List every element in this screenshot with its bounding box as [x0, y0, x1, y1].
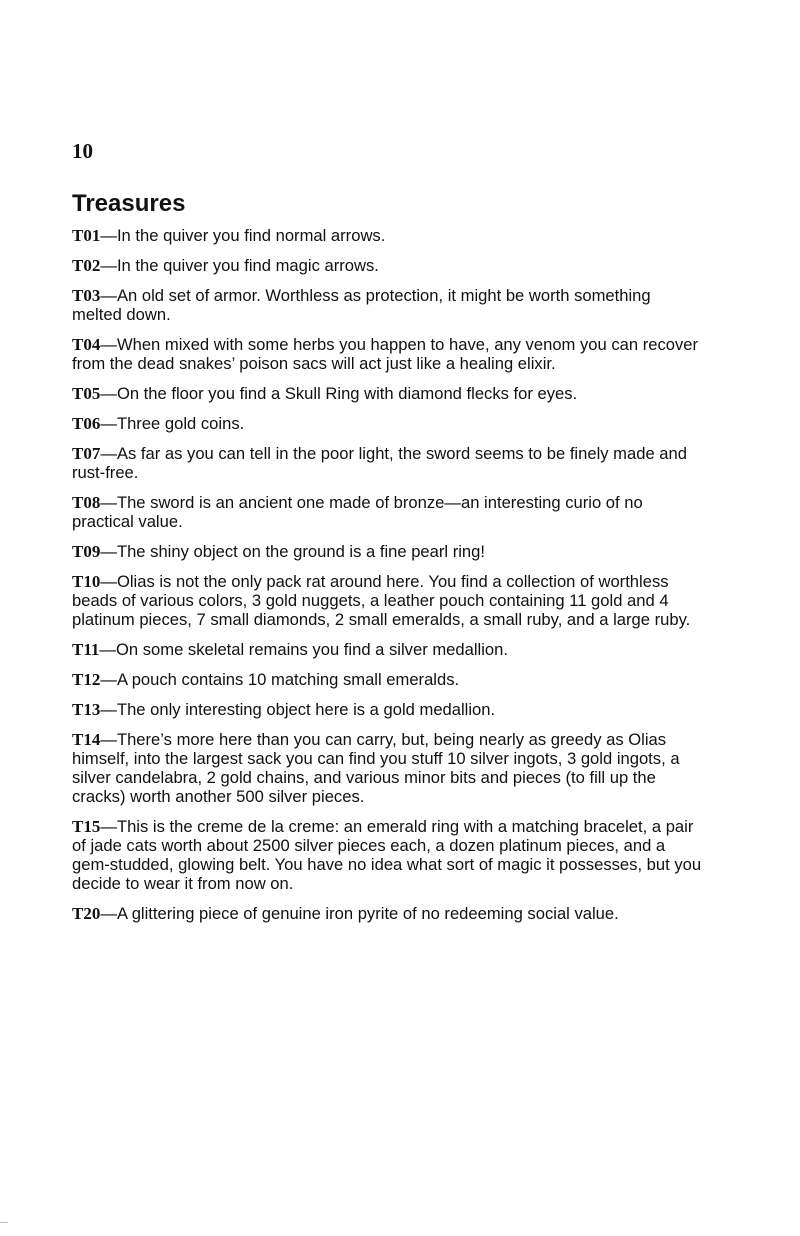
- treasure-text: —Olias is not the only pack rat around here. You find a collection of worthless beads of various colors, 3 gold nuggets, a leather pouch containing 11 gold and 4 platinum pieces, 7 small diamonds, 2 small emeralds, a small ruby, and a large ruby.: [72, 572, 691, 629]
- treasure-entry: [72, 670, 702, 689]
- treasure-entry: [72, 730, 702, 806]
- treasure-code: T01: [72, 226, 101, 245]
- treasure-entry: [72, 286, 702, 324]
- treasure-code: T20: [72, 904, 101, 923]
- treasure-text: —On the floor you find a Skull Ring with diamond flecks for eyes.: [100, 384, 578, 403]
- treasure-text: —In the quiver you find normal arrows.: [100, 226, 386, 245]
- treasure-text: —In the quiver you find magic arrows.: [100, 256, 379, 275]
- scan-edge-mark: [0, 1222, 8, 1223]
- treasure-text: —Three gold coins.: [100, 414, 245, 433]
- treasure-code: T08: [72, 493, 101, 512]
- treasure-entry: [72, 444, 702, 482]
- treasure-list: [72, 226, 702, 923]
- treasure-entry: [72, 817, 702, 893]
- treasure-text: —The shiny object on the ground is a fine pearl ring!: [100, 542, 485, 561]
- treasure-entry: [72, 414, 702, 433]
- treasure-text: —A pouch contains 10 matching small emeralds.: [100, 670, 460, 689]
- treasure-text: —The sword is an ancient one made of bronze—an interesting curio of no practical value.: [72, 493, 643, 531]
- treasure-code: T03: [72, 286, 101, 305]
- page-number: 10: [72, 139, 93, 163]
- section-title: Treasures: [72, 190, 186, 217]
- treasure-entry: [72, 640, 702, 659]
- treasure-entry: [72, 700, 702, 719]
- treasure-code: T11: [72, 640, 100, 659]
- treasure-text: —An old set of armor. Worthless as protection, it might be worth something melted down.: [72, 286, 651, 324]
- treasure-code: T02: [72, 256, 101, 275]
- treasure-code: T09: [72, 542, 101, 561]
- treasure-text: —As far as you can tell in the poor light, the sword seems to be finely made and rust-free.: [72, 444, 687, 482]
- treasure-entry: [72, 572, 702, 629]
- treasure-code: T12: [72, 670, 101, 689]
- treasure-code: T07: [72, 444, 101, 463]
- treasure-entry: [72, 384, 702, 403]
- treasure-text: —A glittering piece of genuine iron pyrite of no redeeming social value.: [100, 904, 619, 923]
- treasure-text: —When mixed with some herbs you happen to have, any venom you can recover from the dead snakes’ poison sacs will act just like a healing elixir.: [72, 335, 699, 373]
- treasure-text: —On some skeletal remains you find a silver medallion.: [99, 640, 508, 659]
- treasure-code: T10: [72, 572, 101, 591]
- document-page: [72, 138, 702, 934]
- treasure-code: T04: [72, 335, 101, 354]
- treasure-entry: [72, 542, 702, 561]
- treasure-entry: [72, 493, 702, 531]
- treasure-text: —There’s more here than you can carry, but, being nearly as greedy as Olias himself, into the largest sack you can find you stuff 10 silver ingots, 3 gold ingots, a silver candelabra, 2 gold chains, and various minor bits and pieces (to fill up the cracks) worth another 500 silver pieces.: [72, 730, 680, 806]
- treasure-text: —This is the creme de la creme: an emerald ring with a matching bracelet, a pair of jade cats worth about 2500 silver pieces each, a dozen platinum pieces, and a gem-studded, glowing belt. You have no idea what sort of magic it possesses, but you decide to wear it from now on.: [72, 817, 702, 893]
- treasure-code: T15: [72, 817, 101, 836]
- treasure-code: T13: [72, 700, 101, 719]
- treasure-entry: [72, 226, 702, 245]
- treasure-entry: [72, 335, 702, 373]
- treasure-code: T05: [72, 384, 101, 403]
- treasure-code: T06: [72, 414, 101, 433]
- treasure-code: T14: [72, 730, 101, 749]
- treasure-text: —The only interesting object here is a gold medallion.: [100, 700, 496, 719]
- treasure-entry: [72, 256, 702, 275]
- treasure-entry: [72, 904, 702, 923]
